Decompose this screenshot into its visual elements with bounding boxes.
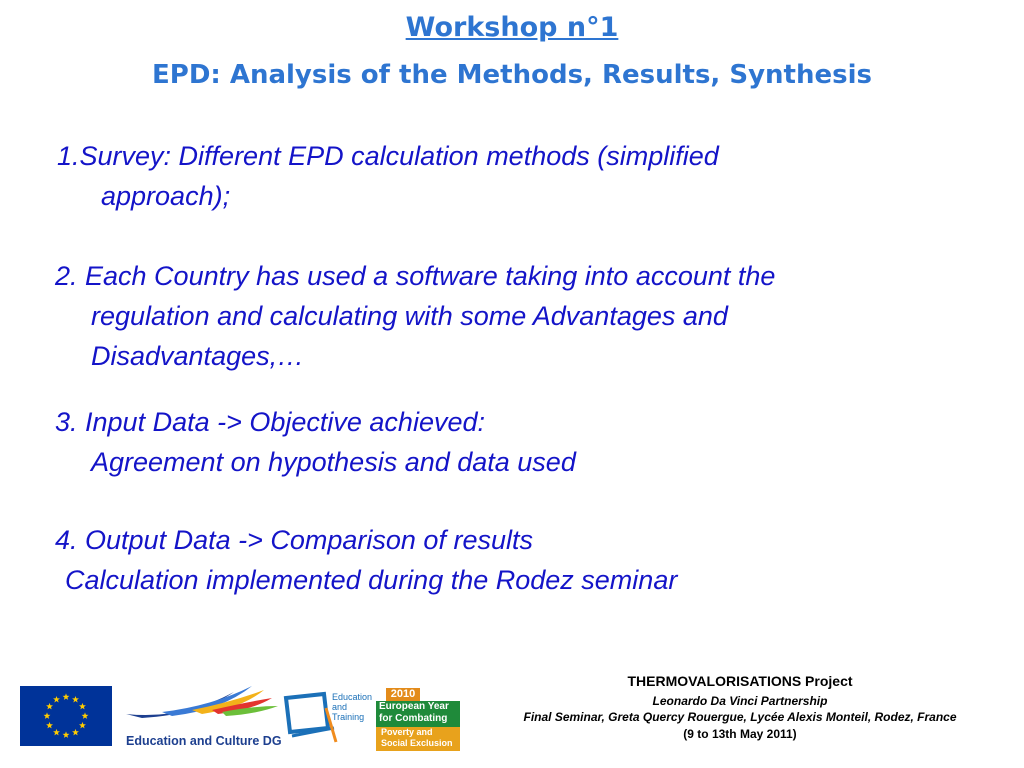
eu-flag-logo [20, 686, 112, 751]
ey-line-4: Social Exclusion [381, 738, 453, 748]
education-culture-dg-logo [122, 684, 282, 754]
list-item-3 [55, 402, 576, 482]
list-item-4 [55, 520, 677, 600]
footer-partnership: Leonardo Da Vinci Partnership [652, 694, 828, 708]
education-training-logo [282, 688, 378, 750]
edu-label-3: Training [332, 712, 365, 722]
list-item-4-line-2: Calculation implemented during the Rodez seminar [65, 565, 678, 595]
footer-seminar: Final Seminar, Greta Quercy Rouergue, Lycée Alexis Monteil, Rodez, France [523, 710, 957, 724]
slide-title: Workshop n°1 [405, 12, 619, 43]
list-item-2-line-1: 2. Each Country has used a software taking into account the [55, 261, 776, 291]
list-item-2-line-3: Disadvantages,… [91, 341, 305, 371]
computer-screen-icon [282, 688, 338, 748]
european-year-2010-logo [376, 688, 460, 752]
slide-subtitle: EPD: Analysis of the Methods, Results, Synthesis [152, 60, 872, 90]
ey-line-2: for Combating [379, 713, 448, 724]
list-item-1-line-1: 1.Survey: Different EPD calculation methods (simplified [57, 141, 719, 171]
ey-year: 2010 [386, 688, 420, 701]
footer-project: THERMOVALORISATIONS Project [627, 673, 853, 689]
list-item-2-line-2: regulation and calculating with some Advantages and [91, 301, 728, 331]
list-item-3-line-1: 3. Input Data -> Objective achieved: [55, 407, 485, 437]
list-item-3-line-2: Agreement on hypothesis and data used [91, 447, 576, 477]
dg-swoosh-icon [122, 684, 282, 726]
list-item-1-line-2: approach); [101, 181, 231, 211]
footer-dates: (9 to 13th May 2011) [683, 727, 797, 741]
list-item-1 [57, 136, 719, 216]
list-item-4-line-1: 4. Output Data -> Comparison of results [55, 525, 533, 555]
ey-line-1: European Year [379, 701, 449, 712]
edu-label-2: and [332, 702, 348, 712]
eu-flag-icon [20, 686, 112, 746]
dg-label: Education and Culture DG [126, 734, 282, 748]
ey-line-3: Poverty and [381, 727, 433, 737]
edu-label-1: Education [332, 692, 373, 702]
list-item-2 [55, 256, 775, 376]
